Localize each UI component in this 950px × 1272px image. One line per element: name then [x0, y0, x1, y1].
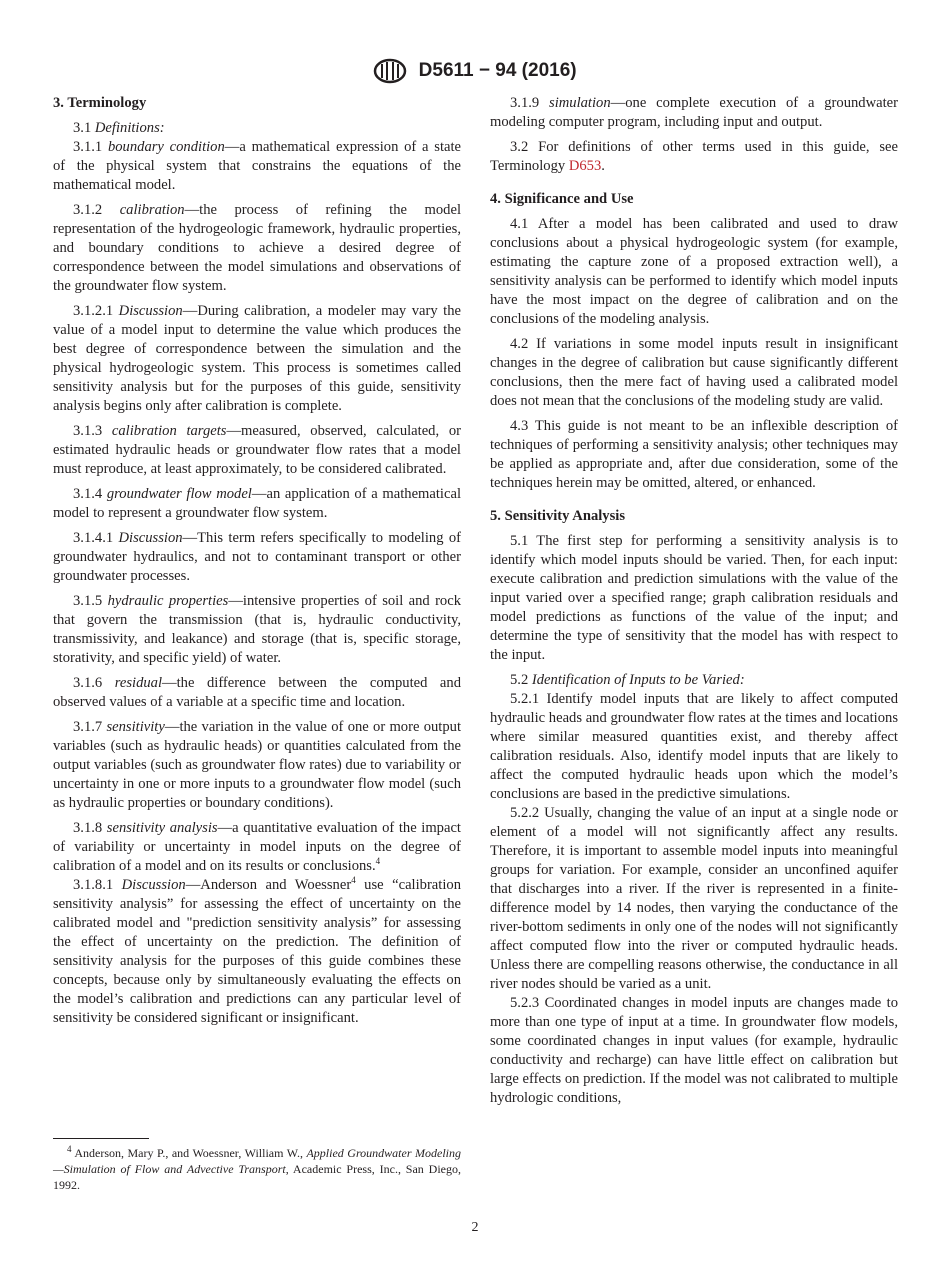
- paragraph: [490, 671, 898, 690]
- text-run: 4.1 After a model has been calibrated and used to draw conclusions about a physical hydrogeologic system (for example, estimating the capture zone of a proposed extraction well), a sensitivity analysis can be performed to identify which model inputs have the most impact on the degree of calibration and on the conclusions of the modeling analysis.: [490, 216, 898, 327]
- text-run: 3.2 For definitions of other terms used in this guide, see Terminology: [490, 139, 898, 174]
- text-run: —an application of a mathematical model to represent a groundwater flow system.: [53, 486, 461, 521]
- footnote-ref: 4: [351, 875, 356, 886]
- paragraph: [53, 529, 461, 586]
- right-column: [490, 94, 898, 1108]
- paragraph: [53, 674, 461, 712]
- footnote-divider: [53, 1138, 149, 1139]
- italic-term: Discussion: [118, 303, 183, 319]
- italic-term: groundwater flow model: [106, 486, 252, 502]
- text-run: 3.1.4.1: [73, 530, 119, 546]
- text-run: 3.1.8: [73, 820, 107, 836]
- paragraph: [53, 119, 461, 138]
- text-run: 3.1.3: [73, 423, 112, 439]
- paragraph: [53, 138, 461, 195]
- section-heading: 3. Terminology: [53, 95, 147, 111]
- text-run: —a mathematical expression of a state of the physical system that constrains the equations of the mathematical model.: [53, 139, 462, 193]
- text-run: 5.2: [510, 672, 532, 688]
- text-run: 3.1.1: [73, 139, 108, 155]
- italic-term: sensitivity: [106, 719, 165, 735]
- text-run: 3.1.2: [73, 202, 120, 218]
- paragraph: [53, 302, 461, 416]
- section-heading: 4. Significance and Use: [490, 191, 634, 207]
- text-run: —intensive properties of soil and rock that govern the transmission (that is, hydraulic conductivity, transmissivity, and leakance) and storage (that is, specific storage, storativity, and specific yield) of water.: [53, 593, 462, 666]
- paragraph: [53, 876, 461, 1028]
- paragraph: [490, 994, 898, 1108]
- text-run: —Anderson and Woessner: [185, 877, 352, 893]
- text-run: .: [601, 158, 605, 174]
- astm-logo-icon: [373, 58, 407, 84]
- italic-term: Applied Groundwater Modeling—Simulation of Flow and Advective Transport: [53, 1146, 461, 1176]
- text-run: —During calibration, a modeler may vary the value of a model input to determine the value which produces the best degree of correspondence between the simulation and the physical hydrogeologic system. This process is sometimes called sensitivity analysis but for the purposes of this guide, sensitivity analysis begins only after calibration is complete.: [53, 303, 461, 414]
- paragraph: [490, 215, 898, 329]
- paragraph: [53, 201, 461, 296]
- text-run: 5.2.3 Coordinated changes in model inputs are changes made to more than one type of input at a time. In groundwater flow models, some coordinated changes in input values (for example, hydraulic conductivity and recharge) can have little effect on calibration but large effects on prediction. If the model was not calibrated to multiple hydrologic conditions,: [490, 995, 898, 1106]
- paragraph: [490, 417, 898, 493]
- text-run: 3.1.6: [73, 675, 115, 691]
- italic-term: Discussion: [118, 530, 183, 546]
- text-run: 3.1.7: [73, 719, 107, 735]
- italic-term: hydraulic properties: [107, 593, 229, 609]
- text-run: —one complete execution of a groundwater modeling computer program, including input and output.: [490, 95, 898, 130]
- text-run: 5.2.2 Usually, changing the value of an input at a single node or element of a model will not significantly affect any results. Therefore, it is important to assemble model inputs into meaningful groups for variation. For example, consider an unconfined aquifer that discharges into a river. If the river is represented in a finite-difference model by 14 nodes, then varying the conductance of the river-bottom sediments in only one of the nodes will not significantly affect computed flow into the river or computed hydraulic heads. Unless there are compelling reasons otherwise, the conductance in all river nodes should be varied as a unit.: [490, 805, 898, 992]
- italic-term: Definitions:: [94, 120, 165, 136]
- text-run: 3.1.9: [510, 95, 550, 111]
- text-run: , Academic Press, Inc., San Diego, 1992.: [53, 1162, 461, 1192]
- footnote: [53, 1145, 461, 1193]
- text-run: use “calibration sensitivity analysis” for assessing the effect of uncertainty on the calibrated model and "prediction sensitivity analysis” for assessing the effect of uncertainty on the prediction. The definition of sensitivity analysis for the purposes of this guide combines these concepts, because only by simultaneously evaluating the effects on the model’s calibration and predictions can any particular level of sensitivity be considered significant or insignificant.: [53, 877, 461, 1026]
- italic-term: boundary condition: [107, 139, 225, 155]
- paragraph: [490, 335, 898, 411]
- italic-term: Identification of Inputs to be Varied:: [531, 672, 745, 688]
- page-number: 2: [471, 1220, 479, 1235]
- italic-term: Discussion: [121, 877, 186, 893]
- left-column: [53, 94, 461, 1034]
- document-designation: D5611 − 94 (2016): [418, 60, 577, 82]
- text-run: Anderson, Mary P., and Woessner, William W.,: [71, 1146, 307, 1160]
- text-run: —a quantitative evaluation of the impact of variability or uncertainty in model inputs on the degree of calibration of a model and on its results or conclusions.: [53, 820, 461, 874]
- text-run: 4.3 This guide is not meant to be an inflexible description of techniques of performing a sensitivity analysis; other techniques may be applied as appropriate and, after due consideration, some of the techniques herein may be omitted, altered, or enhanced.: [490, 418, 898, 491]
- text-run: 3.1.5: [73, 593, 108, 609]
- text-run: 5.1 The first step for performing a sensitivity analysis is to identify which model inputs should be varied. Then, for each input: execute calibration and prediction simulations with the value of the input varied over a specified range; graph calibration residuals and model predictions as functions of the value of the input; and determine the type of sensitivity that the model has with respect to the input.: [490, 533, 898, 663]
- text-run: 3.1.8.1: [73, 877, 122, 893]
- paragraph: [490, 94, 898, 132]
- paragraph: [490, 138, 898, 176]
- text-run: 4.2 If variations in some model inputs result in insignificant changes in the degree of calibration but cause significantly different conclusions, then the mere fact of having used a calibrated model does not mean that the conclusions of the modeling study are valid.: [490, 336, 898, 409]
- text-run: —the variation in the value of one or more output variables (such as hydraulic heads) or quantities calculated from the output variables (such as groundwater flow rates) due to variability or uncertainty in one or more inputs to a groundwater flow model (such as hydraulic properties or boundary conditions).: [53, 719, 462, 811]
- text-run: —the process of refining the model representation of the hydrogeologic framework, hydraulic properties, and boundary conditions to achieve a desired degree of correspondence between the model simulations and observations of the groundwater flow system.: [53, 202, 461, 294]
- page-header: [0, 58, 950, 84]
- text-run: —the difference between the computed and observed values of a variable at a specific time and location.: [53, 675, 461, 710]
- paragraph: [53, 819, 461, 876]
- text-run: 3.1.2.1: [73, 303, 119, 319]
- paragraph: [53, 592, 461, 668]
- italic-term: residual: [114, 675, 163, 691]
- italic-term: calibration: [119, 202, 185, 218]
- paragraph: [53, 485, 461, 523]
- footnote-ref: 4: [375, 856, 381, 867]
- italic-term: simulation: [549, 95, 611, 111]
- text-run: —This term refers specifically to modeling of groundwater hydraulics, and not to contaminant transport or other groundwater processes.: [53, 530, 461, 584]
- standard-link[interactable]: D653: [568, 158, 602, 174]
- italic-term: sensitivity analysis: [106, 820, 218, 836]
- paragraph: [490, 804, 898, 994]
- paragraph: [53, 718, 461, 813]
- text-run: —measured, observed, calculated, or estimated hydraulic heads or groundwater flow rates that a model must reproduce, at least approximately, to be considered calibrated.: [53, 423, 461, 477]
- text-run: 3.1: [73, 120, 95, 136]
- text-run: 3.1.4: [73, 486, 107, 502]
- paragraph: [490, 532, 898, 665]
- italic-term: calibration targets: [111, 423, 227, 439]
- text-run: 5.2.1 Identify model inputs that are likely to affect computed hydraulic heads and groundwater flow rates at the times and locations where similar measured quantities exist, and thereby affect calibration residuals. Also, identify model inputs that are likely to affect the computed hydraulic heads upon which the model’s conclusions are based in the predictive simulations.: [490, 691, 898, 802]
- paragraph: [490, 690, 898, 804]
- footnote-number: 4: [67, 1144, 72, 1154]
- paragraph: [53, 422, 461, 479]
- section-heading: 5. Sensitivity Analysis: [490, 508, 626, 524]
